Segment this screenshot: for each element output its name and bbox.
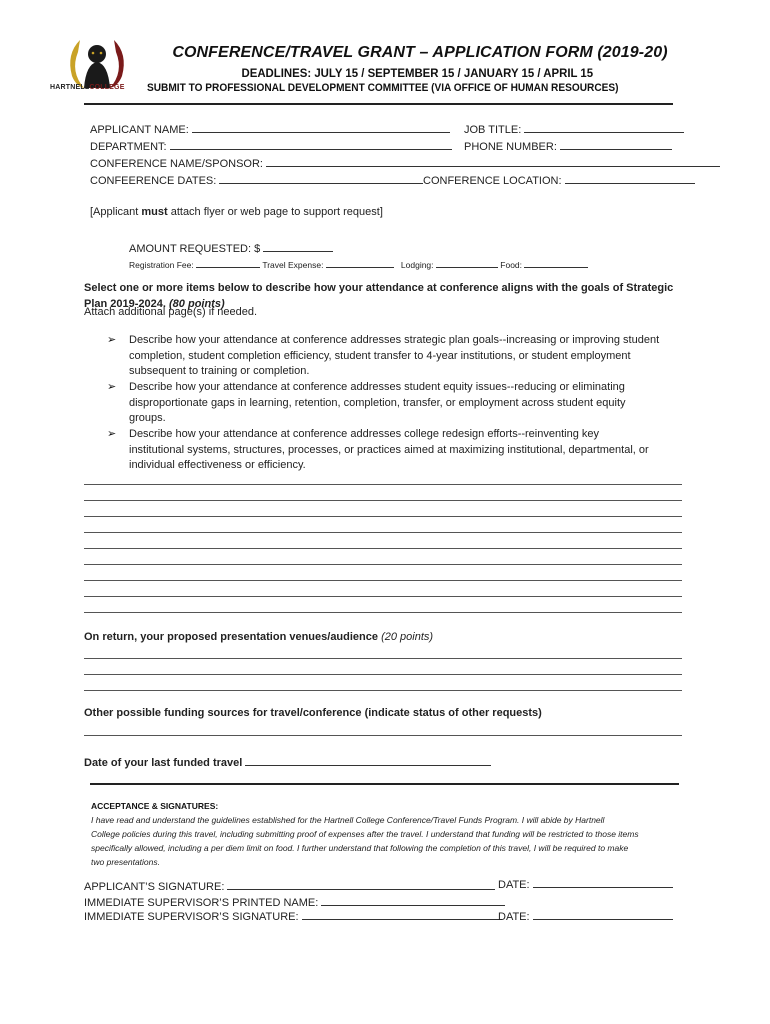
supervisor-name-blank[interactable] [321, 894, 505, 906]
applicant-date-label: DATE: [498, 879, 530, 891]
last-travel-blank[interactable] [245, 754, 491, 766]
conference-name-blank[interactable] [266, 155, 720, 167]
last-travel-field[interactable] [84, 754, 491, 772]
conference-dates-field[interactable] [90, 172, 423, 187]
job-title-field[interactable] [464, 121, 684, 136]
last-travel-label: Date of your last funded travel [84, 757, 243, 769]
applicant-date-field[interactable] [498, 876, 673, 891]
arrow-bullet-icon: ➢ [107, 381, 117, 393]
form-title: CONFERENCE/TRAVEL GRANT – APPLICATION FORM (2019-20) [172, 44, 668, 61]
attach-note: [Applicant must attach flyer or web page to support request] [90, 206, 383, 218]
supervisor-name-label: IMMEDIATE SUPERVISOR’S PRINTED NAME: [84, 897, 319, 909]
supervisor-date-field[interactable] [498, 908, 673, 923]
applicant-date-blank[interactable] [533, 876, 673, 888]
applicant-name-blank[interactable] [192, 121, 450, 133]
header-divider [84, 103, 673, 105]
conference-location-field[interactable] [423, 172, 695, 187]
applicant-signature-field[interactable] [84, 878, 495, 893]
logo-wordmark: HARTNELLCOLLEGE [50, 84, 125, 91]
amount-requested-label: AMOUNT REQUESTED: $ [129, 243, 261, 255]
job-title-blank[interactable] [524, 121, 684, 133]
supervisor-signature-blank[interactable] [302, 908, 502, 920]
job-title-label: JOB TITLE: [464, 124, 522, 136]
conference-location-blank[interactable] [565, 172, 695, 184]
supervisor-name-field[interactable] [84, 894, 505, 909]
applicant-signature-blank[interactable] [227, 878, 495, 890]
travel-expense-blank[interactable] [326, 259, 394, 268]
supervisor-date-label: DATE: [498, 911, 530, 923]
food-blank[interactable] [524, 259, 588, 268]
department-label: DEPARTMENT: [90, 141, 167, 153]
phone-number-blank[interactable] [560, 138, 672, 150]
department-blank[interactable] [170, 138, 452, 150]
signature-divider [90, 783, 679, 785]
presentation-heading: On return, your proposed presentation venues/audience (20 points) [84, 631, 434, 643]
expense-breakdown: Registration Fee: Travel Expense: Lodging: Food: [129, 259, 588, 270]
arrow-bullet-icon: ➢ [107, 334, 117, 346]
acceptance-title: ACCEPTANCE & SIGNATURES: [91, 801, 219, 811]
arrow-bullet-icon: ➢ [107, 428, 117, 440]
supervisor-signature-field[interactable] [84, 908, 502, 923]
attach-additional-note: Attach additional page(s) if needed. [84, 306, 258, 318]
phone-number-field[interactable] [464, 138, 672, 153]
conference-name-label: CONFERENCE NAME/SPONSOR: [90, 158, 263, 170]
funding-heading: Other possible funding sources for travel/conference (indicate status of other requests) [84, 707, 542, 719]
conference-dates-blank[interactable] [219, 172, 423, 184]
submit-instructions: SUBMIT TO PROFESSIONAL DEVELOPMENT COMMITTEE (VIA OFFICE OF HUMAN RESOURCES) [147, 82, 619, 94]
applicant-name-field[interactable] [90, 121, 450, 136]
applicant-name-label: APPLICANT NAME: [90, 124, 189, 136]
phone-number-label: PHONE NUMBER: [464, 141, 557, 153]
registration-fee-blank[interactable] [196, 259, 260, 268]
amount-requested-blank[interactable] [263, 240, 333, 252]
conference-dates-label: CONFEERENCE DATES: [90, 175, 217, 187]
deadlines: DEADLINES: JULY 15 / SEPTEMBER 15 / JANUARY 15 / APRIL 15 [241, 66, 594, 80]
applicant-signature-label: APPLICANT’S SIGNATURE: [84, 881, 225, 893]
lodging-blank[interactable] [436, 259, 498, 268]
acceptance-text: I have read and understand the guidelines established for the Hartnell College Conference/Travel Funds Program. I will abide by Hartnell College policies during this travel, including submitting proof of expenses after the travel. I understand that funding will be restricted to those items specifically allowed, including a per diem limit on food. I further understand that following the completion of this travel, I will be required to make two presentations. [91, 815, 639, 867]
amount-requested-field[interactable] [129, 240, 333, 255]
conference-location-label: CONFERENCE LOCATION: [423, 175, 562, 187]
strategic-heading: Select one or more items below to describe how your attendance at conference aligns with the goals of Strategic Plan 2019-2024. (80 points) [84, 282, 674, 310]
supervisor-signature-label: IMMEDIATE SUPERVISOR’S SIGNATURE: [84, 911, 299, 923]
department-field[interactable] [90, 138, 452, 153]
conference-name-field[interactable] [90, 155, 720, 170]
supervisor-date-blank[interactable] [533, 908, 673, 920]
